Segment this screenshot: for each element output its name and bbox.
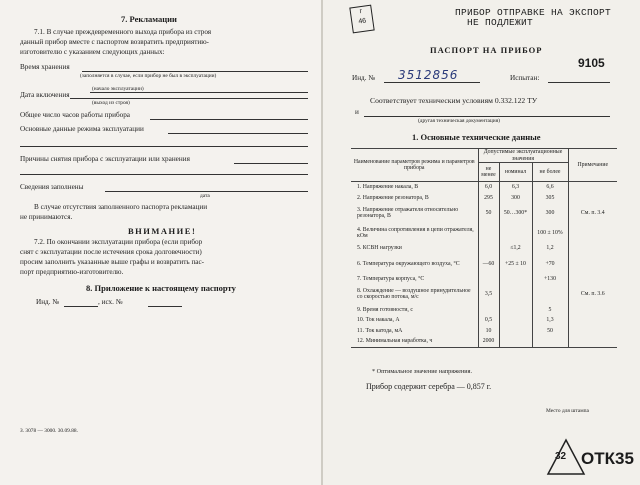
row-name: 3. Напряжение отражателя относительно резонатора, В	[357, 206, 459, 220]
row-min	[478, 223, 499, 243]
other-doc-note: (другая техническая документация)	[418, 118, 500, 124]
row-name: 10. Ток накала, А	[357, 317, 400, 324]
field-storage-line	[82, 71, 308, 72]
row-min	[478, 243, 499, 254]
row-nom: 50…300*	[499, 203, 532, 223]
table-row	[351, 223, 617, 243]
table-row	[351, 274, 617, 285]
row-max: 305	[532, 193, 568, 204]
print-footer: З. 3078 — 3000. 30.09.88.	[20, 428, 78, 434]
row-nom	[499, 284, 532, 304]
row-max: +70	[532, 254, 568, 274]
row-nom	[499, 315, 532, 326]
ind-handwritten-number: 3512856	[398, 68, 459, 82]
field-hours-line	[150, 119, 308, 120]
row-min: 2000	[478, 336, 499, 347]
row-note	[568, 223, 617, 243]
row-nom	[499, 326, 532, 337]
device-model: 9105	[578, 56, 605, 70]
row-nom	[499, 223, 532, 243]
row-max: 1,3	[532, 315, 568, 326]
row-name: 12. Минимальная наработка, ч	[351, 336, 478, 347]
section8-title: 8. Приложение к настоящему паспорту	[86, 283, 236, 293]
col-header-min: не менее	[478, 163, 499, 182]
tested-line	[548, 82, 610, 83]
row-note	[568, 274, 617, 285]
field-hours-label: Общее число часов работы прибора	[20, 111, 130, 119]
conformity-statement: Соответствует техническим условиям 0.332.122 ТУ	[370, 96, 538, 105]
field-filled-date-note: дата	[200, 193, 210, 199]
field-on-date-label: Дата включения	[20, 91, 70, 99]
page-fold	[321, 0, 323, 485]
row-max: +130	[532, 274, 568, 285]
row-note	[568, 182, 617, 193]
row-max	[532, 284, 568, 304]
section8-ref-line	[148, 306, 182, 307]
attention-heading: ВНИМАНИЕ!	[128, 226, 197, 236]
row-min: 3,5	[478, 284, 499, 304]
p71-line3: изготовителю с указанием следующих данных:	[20, 48, 165, 56]
field-storage-label: Время хранения	[20, 63, 70, 71]
table-row	[351, 284, 617, 304]
export-stamp-line1: ПРИБОР ОТПРАВКЕ НА ЭКСПОРТ	[455, 7, 612, 18]
p72-line4: порт предприятию-изготовителю.	[20, 268, 124, 276]
p72-line1: 7.2. По окончании эксплуатации прибора (если прибор	[34, 238, 203, 246]
field-reasons-label: Причины снятия прибора с эксплуатации или хранения	[20, 155, 190, 163]
row-note	[568, 193, 617, 204]
field-filled-label: Сведения заполнены	[20, 183, 84, 191]
row-name: 2. Напряжение резонатора, В	[357, 194, 429, 201]
ind-label: Инд. №	[352, 74, 376, 82]
p72-line2: снят с эксплуатации после истечения срока долговечности)	[20, 248, 202, 256]
section8-ind-line	[64, 306, 98, 307]
and-label: и	[355, 108, 359, 116]
col-header-name: Наименование параметров режима и параметров прибора	[351, 149, 478, 182]
parameters-table	[351, 148, 617, 348]
table-row	[351, 193, 617, 204]
row-name: 7. Температура корпуса, °С	[357, 276, 425, 283]
p72-line3: просим заполнить указанные выше графы и возвратить пас-	[20, 258, 205, 266]
row-min: 10	[478, 326, 499, 337]
table-row	[351, 254, 617, 274]
row-min: 295	[478, 193, 499, 204]
p71-line1: 7.1. В случае преждевременного выхода прибора из строя	[34, 28, 212, 36]
absence-line2: не принимаются.	[20, 213, 73, 221]
row-min: 50	[478, 203, 499, 223]
row-note	[568, 336, 617, 347]
field-on-date-note1: (начало эксплуатации)	[92, 86, 144, 92]
row-max: 50	[532, 326, 568, 337]
section1-title: 1. Основные технические данные	[412, 132, 541, 142]
row-nom: +25 ± 10	[499, 254, 532, 274]
field-on-date-line2	[70, 98, 308, 99]
row-note	[568, 326, 617, 337]
row-note	[568, 243, 617, 254]
otk-number: 32	[555, 451, 567, 462]
absence-line1: В случае отсутствия заполненного паспорта рекламации	[34, 203, 208, 211]
field-reasons-line2	[20, 174, 308, 175]
p71-line2: данный прибор вместе с паспортом возвратить предприятию-	[20, 38, 209, 46]
row-max	[532, 336, 568, 347]
field-storage-note: (заполняется в случае, если прибор не был в эксплуатации)	[80, 73, 217, 79]
corner-stamp	[349, 5, 374, 34]
table-row	[351, 336, 617, 347]
corner-stamp-number: 46	[357, 17, 367, 26]
row-note: См. п. 3.4	[568, 203, 617, 223]
row-name: 5. КСВН нагрузки	[357, 245, 402, 252]
row-max: 1,2	[532, 243, 568, 254]
row-nom: ≤1,2	[499, 243, 532, 254]
row-name: 11. Ток катода, мА	[357, 327, 403, 334]
otk-label: ОТК35	[581, 449, 634, 468]
row-note	[568, 254, 617, 274]
section8-ind-label: Инд. №	[36, 298, 60, 306]
row-name: 9. Время готовности, с	[357, 306, 413, 313]
export-stamp-line2: НЕ ПОДЛЕЖИТ	[467, 17, 534, 28]
field-on-date-note2: (выход из строя)	[92, 100, 130, 106]
field-modes-line	[168, 133, 308, 134]
row-note	[568, 304, 617, 315]
row-max: 6,6	[532, 182, 568, 193]
silver-content: Прибор содержит серебра — 0,857 г.	[366, 382, 492, 391]
row-min: 0,5	[478, 315, 499, 326]
row-max: 100 ± 10%	[532, 223, 568, 243]
ind-line	[384, 82, 480, 83]
field-modes-label: Основные данные режима эксплуатации	[20, 125, 144, 133]
section7-title: 7. Рекламации	[121, 14, 177, 24]
row-name: 6. Температура окружающего воздуха, °С	[357, 260, 460, 267]
row-min	[478, 304, 499, 315]
table-row	[351, 182, 617, 193]
row-nom: 300	[499, 193, 532, 204]
row-max: 300	[532, 203, 568, 223]
footnote: * Оптимальное значение напряжения.	[372, 368, 473, 375]
row-name: 1. Напряжение накала, В	[357, 184, 419, 191]
row-name: 4. Величина сопротивления в цепи отражателя, кОм	[357, 226, 474, 240]
field-modes-line2	[20, 146, 308, 147]
field-reasons-line	[234, 163, 308, 164]
row-note: См. п. 3.6	[568, 284, 617, 304]
other-doc-line	[364, 116, 610, 117]
table-row	[351, 315, 617, 326]
col-header-note: Примечание	[568, 149, 617, 182]
row-nom	[499, 304, 532, 315]
row-nom: 6,3	[499, 182, 532, 193]
row-nom	[499, 274, 532, 285]
col-header-max: не более	[532, 163, 568, 182]
table-row	[351, 243, 617, 254]
row-min: 6,0	[478, 182, 499, 193]
row-name: 8. Охлаждение — воздушное принудительное со скоростью потока, м/с	[357, 287, 471, 301]
passport-title: ПАСПОРТ НА ПРИБОР	[430, 45, 543, 55]
stamp-place-label: Место для штампа	[546, 408, 589, 414]
corner-stamp-top: г	[359, 7, 363, 16]
table-row	[351, 203, 617, 223]
table-row	[351, 326, 617, 337]
row-max: 5	[532, 304, 568, 315]
row-min	[478, 274, 499, 285]
field-filled-line	[105, 191, 308, 192]
field-on-date-line1	[90, 92, 308, 93]
col-header-allowed: Допустимые эксплуатационные значения	[478, 149, 568, 163]
section8-ref-label: , исх. №	[98, 298, 123, 306]
table-row	[351, 304, 617, 315]
row-min: —60	[478, 254, 499, 274]
row-nom	[499, 336, 532, 347]
col-header-nom: номинал	[499, 163, 532, 182]
row-note	[568, 315, 617, 326]
tested-label: Испытан:	[510, 74, 540, 82]
